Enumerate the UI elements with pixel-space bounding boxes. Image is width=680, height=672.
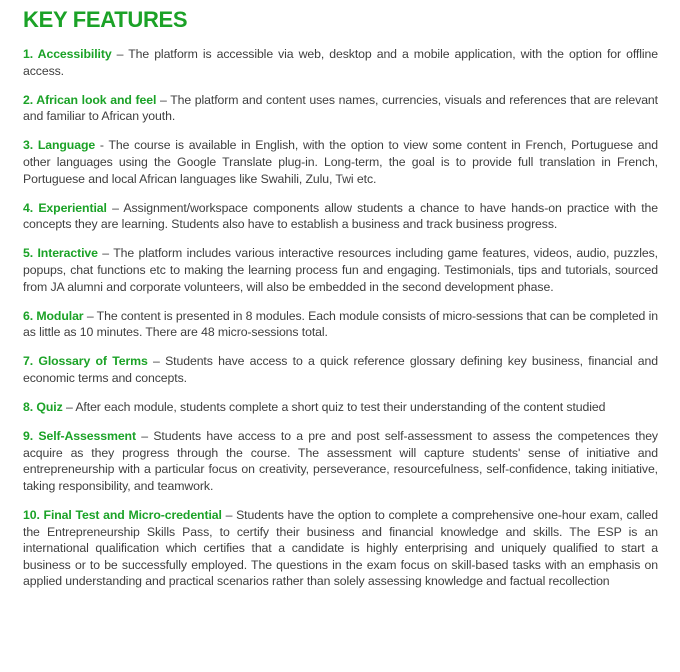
feature-separator: – xyxy=(221,507,237,522)
feature-label: 8. Quiz xyxy=(23,400,63,414)
feature-label: 1. Accessibility xyxy=(23,47,112,61)
feature-item xyxy=(23,92,658,125)
feature-text: Students have access to a pre and post self-assessment to assess the competences they acquire as they progress through the course. The assessment will capture students' sense of initiative and entrepreneurship with a particular focus on creativity, perseverance, resourcefulness, self-confidence, taking initiative, taking responsibility, and teamwork. xyxy=(23,429,658,493)
feature-item xyxy=(23,428,658,494)
feature-separator: – xyxy=(147,354,166,369)
feature-label: 6. Modular xyxy=(23,308,84,323)
feature-separator: – xyxy=(111,47,129,61)
feature-text: The platform includes various interactive resources including game features, videos, audio, puzzles, popups, chat functions etc to making the learning process fun and engaging. Testimonials, tips and tutorials, sourced from JA alumni and corporate volunteers, will also be embedded in the second development phase. xyxy=(23,246,658,294)
feature-separator: – xyxy=(135,429,154,444)
feature-text: The content is presented in 8 modules. Each module consists of micro-sessions that can be completed in as little as 10 minutes. There are 48 micro-sessions total. xyxy=(23,308,658,340)
feature-list xyxy=(23,46,658,590)
feature-label: 10. Final Test and Micro-credential xyxy=(23,507,222,522)
feature-separator: – xyxy=(62,400,76,414)
feature-separator: – xyxy=(156,92,171,107)
feature-text: Students have the option to complete a comprehensive one-hour exam, called the Entrepreneurship Skills Pass, to certify their business and financial knowledge and skills. The ESP is an international qualification which certifies that a candidate is highly enterprising and uniquely qualified to start a business or to be successfully employed. The questions in the exam focus on skill-based tasks with an emphasis on applied understanding and practical scenarios rather than solely assessing knowledge and factual recollection xyxy=(23,507,659,589)
feature-label: 7. Glossary of Terms xyxy=(23,354,148,369)
feature-label: 2. African look and feel xyxy=(23,92,157,107)
feature-item xyxy=(23,46,658,79)
feature-text: The platform is accessible via web, desktop and a mobile application, with the option for offline access. xyxy=(23,47,658,78)
feature-text: Students have access to a quick reference glossary defining key business, financial and economic terms and concepts. xyxy=(23,354,659,385)
feature-separator: – xyxy=(97,246,114,261)
feature-separator: - xyxy=(95,138,109,153)
feature-text: After each module, students complete a short quiz to test their understanding of the content studied xyxy=(75,400,606,414)
feature-label: 9. Self-Assessment xyxy=(23,429,136,444)
page-title: KEY FEATURES xyxy=(23,7,188,32)
feature-item xyxy=(23,245,658,295)
feature-label: 4. Experiential xyxy=(23,200,107,215)
feature-item xyxy=(23,308,658,341)
feature-label: 5. Interactive xyxy=(23,246,98,261)
feature-item xyxy=(23,399,658,416)
feature-text: The platform and content uses names, currencies, visuals and references that are relevant and familiar to African youth. xyxy=(23,92,658,124)
feature-separator: – xyxy=(83,308,97,323)
feature-item xyxy=(23,507,658,590)
feature-item xyxy=(23,200,658,233)
feature-separator: – xyxy=(106,200,124,215)
feature-text: The course is available in English, with the option to view some content in French, Portuguese and other languages using the Google Translate plug-in. Long-term, the goal is to provide full translation in French, Portuguese and local African languages like Swahili, Zulu, Twi etc. xyxy=(23,138,659,186)
feature-label: 3. Language xyxy=(23,138,96,153)
feature-item xyxy=(23,353,658,386)
feature-text: Assignment/workspace components allow students a chance to have hands-on practice with the concepts they are learning. Students also have to establish a business and track business progress. xyxy=(23,200,658,232)
feature-item xyxy=(23,137,658,187)
